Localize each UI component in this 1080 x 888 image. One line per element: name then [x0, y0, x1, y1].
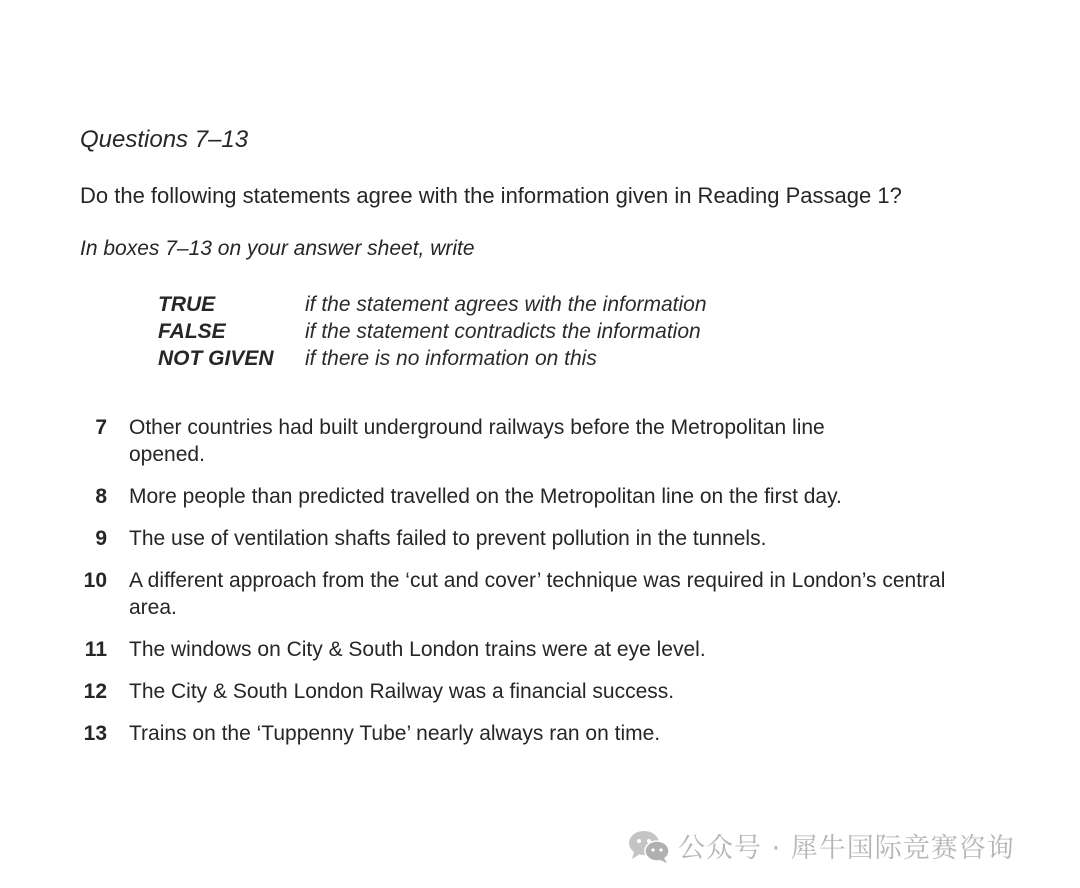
questions-heading: Questions 7–13: [80, 126, 249, 153]
question-number: 9: [95, 527, 107, 550]
question-text: More people than predicted travelled on the Metropolitan line on the first day.: [129, 485, 842, 508]
watermark-text: 公众号 · 犀牛国际竞赛咨询: [678, 833, 1015, 864]
question-number: 12: [83, 680, 107, 703]
question-text: Trains on the ‘Tuppenny Tube’ nearly always ran on time.: [129, 722, 661, 745]
question-number: 11: [84, 638, 107, 661]
answer-options: [158, 291, 707, 372]
option-not-given: [158, 345, 707, 372]
question-number: 10: [83, 569, 107, 592]
question-item: [72, 567, 972, 621]
option-false: [158, 318, 707, 345]
question-item: [72, 720, 972, 747]
question-item: [72, 525, 972, 552]
option-key: TRUE: [158, 292, 216, 316]
question-list: [72, 414, 972, 762]
option-description: if there is no information on this: [305, 346, 597, 370]
question-item: [72, 678, 972, 705]
question-number: 7: [95, 416, 107, 439]
question-text: The City & South London Railway was a financial success.: [129, 680, 675, 703]
option-description: if the statement agrees with the information: [305, 292, 707, 316]
option-key: NOT GIVEN: [158, 346, 274, 370]
question-text: The use of ventilation shafts failed to prevent pollution in the tunnels.: [129, 527, 767, 550]
instruction-text: Do the following statements agree with the information given in Reading Passage 1?: [80, 183, 902, 208]
question-item: [72, 483, 972, 510]
watermark: [628, 826, 1015, 865]
question-item: [72, 636, 972, 663]
wechat-icon: [628, 829, 670, 863]
option-description: if the statement contradicts the information: [305, 319, 701, 343]
question-text: The windows on City & South London trains were at eye level.: [129, 638, 706, 661]
question-text: Other countries had built underground railways before the Metropolitan line opened.: [129, 416, 825, 466]
option-true: [158, 291, 707, 318]
question-number: 8: [95, 485, 107, 508]
question-item: [72, 414, 972, 468]
question-text: A different approach from the ‘cut and cover’ technique was required in London’s central area.: [129, 569, 946, 619]
question-number: 13: [83, 722, 107, 745]
answer-sheet-instruction: In boxes 7–13 on your answer sheet, write: [80, 237, 475, 260]
option-key: FALSE: [158, 319, 226, 343]
